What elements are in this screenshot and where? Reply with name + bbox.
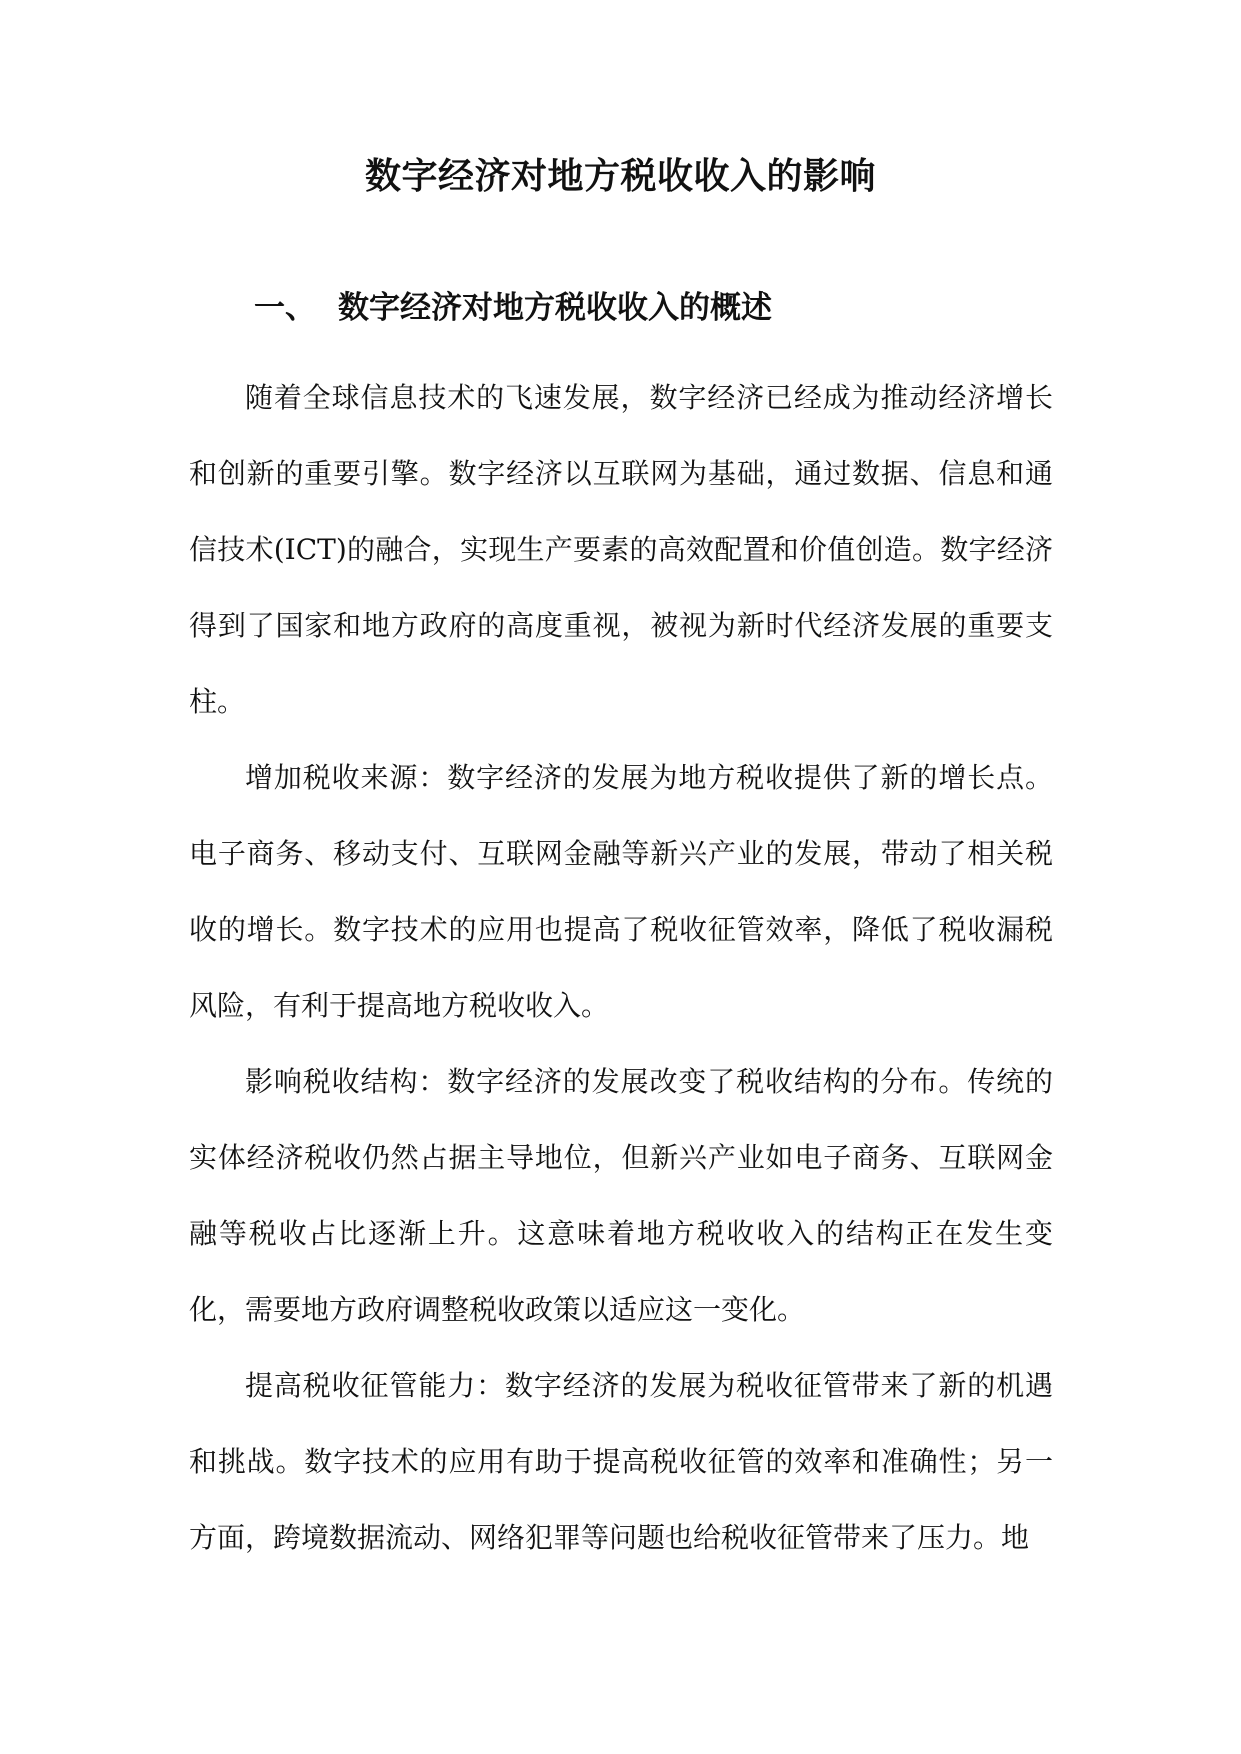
document-title: 数字经济对地方税收收入的影响 <box>364 156 876 197</box>
section-heading-text: 数字经济对地方税收收入的概述 <box>338 290 772 326</box>
paragraph-tax-sources: 增加税收来源：数字经济的发展为地方税收提供了新的增长点。电子商务、移动支付、互联网金融等新兴产业的发展，带动了相关税收的增长。数字技术的应用也提高了税收征管效率，降低了税收漏税风险，有利于提高地方税收收入。 <box>189 761 1053 1022</box>
section-heading <box>254 282 772 327</box>
paragraph-intro: 随着全球信息技术的飞速发展，数字经济已经成为推动经济增长和创新的重要引擎。数字经济以互联网为基础，通过数据、信息和通信技术(ICT)的融合，实现生产要素的高效配置和价值创造。数字经济得到了国家和地方政府的高度重视，被视为新时代经济发展的重要支柱。 <box>189 381 1053 718</box>
paragraph-tax-administration: 提高税收征管能力：数字经济的发展为税收征管带来了新的机遇和挑战。数字技术的应用有助于提高税收征管的效率和准确性；另一方面，跨境数据流动、网络犯罪等问题也给税收征管带来了压力。地 <box>189 1369 1053 1554</box>
section-number: 一、 <box>254 290 316 326</box>
body-text <box>189 360 1053 1576</box>
paragraph-tax-structure: 影响税收结构：数字经济的发展改变了税收结构的分布。传统的实体经济税收仍然占据主导地位，但新兴产业如电子商务、互联网金融等税收占比逐渐上升。这意味着地方税收收入的结构正在发生变化，需要地方政府调整税收政策以适应这一变化。 <box>189 1065 1053 1326</box>
